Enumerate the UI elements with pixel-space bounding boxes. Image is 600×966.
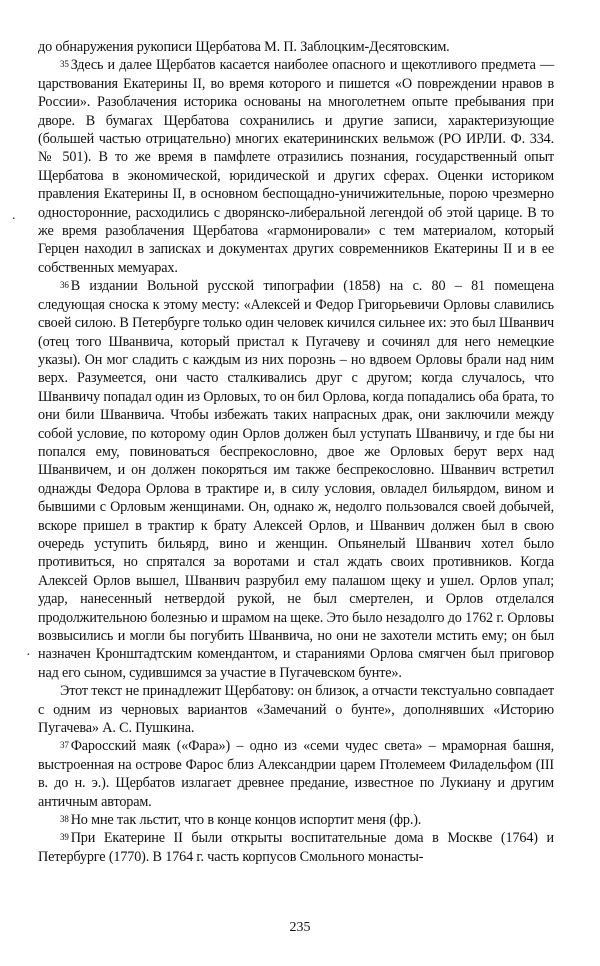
note-number: 38 — [60, 814, 69, 825]
endnotes-block — [38, 38, 554, 866]
note-text: При Екатерине II были открыты воспитательные дома в Москве (1764) и Петербурге (1770). В 1764 г. часть корпусов Смольного монасты- — [38, 830, 554, 865]
endnote-39 — [38, 829, 554, 866]
note-number: 37 — [60, 740, 69, 751]
page-number: 235 — [289, 920, 311, 935]
note-text: Этот текст не принадлежит Щербатову: он близок, а отчасти текстуально совпадает с одним из черновых вариантов «Замечаний о бунте», дополнявших «Историю Пугачева» А. С. Пушкина. — [38, 683, 555, 737]
note-number: 35 — [60, 59, 69, 70]
endnote-36 — [38, 277, 554, 682]
note-text: Здесь и далее Щербатов касается наиболее опасного и щекотливого предмета — царствования Екатерины II, во время которого и пишется «О повреждении нравов в России». Разоблачения историка основаны на многолетнем опыте пребывания при дворе. В бумагах Щербатова сохранились и другие записи, характеризующие (большей частью отрицательно) многих екатерининских вельмож (РО ИРЛИ. Ф. 334. № 501). В то же время в памфлете отразились познания, государственный опыт Щербатова в экономической, юридической и других сферах. Оценки историком правления Екатерины II, в основном беспощадно-уничижительные, порою чрезмерно односторонние, расходились с дворянско-либеральной легендой об этой царице. В то же время разоблачения Щербатова «гармонировали» с тем материалом, который Герцен находил в записках и документах других современников Екатерины II и в ее собственных мемуарах. — [38, 57, 554, 276]
continued-note-text: до обнаружения рукописи Щербатова М. П. Заблоцким-Десятовским. — [38, 39, 450, 55]
note-number: 39 — [60, 832, 69, 843]
endnote-37 — [38, 737, 554, 811]
note-text: В издании Вольной русской типографии (1858) на с. 80 – 81 помещена следующая сноска к этому месту: «Алексей и Федор Григорьевичи Орловы славились своей силою. В Петербурге только один человек кичился сильнее их: это был Шванвич (отец того Шванвича, который пристал к Пугачеву и сочинял для него немецкие указы). Он мог сладить с каждым из них порознь – но вдвоем Орловы брали над ним верх. Разумеется, они часто сталкивались друг с другом; когда случалось, что Шванвичу попадал один из Орловых, то он бил Орлова, когда попадались оба брата, то они били Шванвича. Чтобы избежать таких напрасных драк, они заключили между собой условие, по которому один Орлов должен был уступать Шванвичу, и где бы ни попался ему, повиноваться беспрекословно, двое же Орловых берут верх над Шванвичем, и он должен покоряться им также беспрекословно. Шванвич встретил однажды Федора Орлова в трактире и, в силу условия, овладел бильярдом, вином и бывшими с Орловым женщинами. Он, однако ж, недолго пользовался своей добычей, вскоре пришел в трактир к брату Алексей Орлов, и Шванвич должен был в свою очередь уступить бильярд, вино и женщин. Опьянелый Шванвич хотел было противиться, но спрятался за воротами и стал ждать своих противников. Когда Алексей Орлов вышел, Шванвич разрубил ему палашом щеку и ушел. Орлов упал; удар, нанесенный нетвердой рукой, не был смертелен, и Орлов отделался продолжительною болезнью и шрамом на щеке. Это было незадолго до 1762 г. Орловы возвысились и могли бы погубить Шванвича, но они не захотели мстить ему; он был назначен Кронштадтским комендантом, и стараниями Орлова смягчен был приговор над его сыном, судившимся за участие в Пугачевском бунте». — [38, 278, 554, 681]
note-number: 36 — [60, 280, 69, 291]
endnote-36-commentary — [38, 682, 554, 737]
margin-dot-mark: · — [26, 648, 31, 663]
endnote-35 — [38, 56, 554, 277]
margin-dot-mark: . — [12, 208, 16, 223]
note-text: Но мне так льстит, что в конце концов испортит меня (фр.). — [70, 812, 422, 829]
endnote-38 — [38, 811, 554, 829]
note-text: Фаросский маяк («Фара») – одно из «семи чудес света» – мраморная башня, выстроенная на острове Фарос близ Александрии царем Птолемеем Филадельфом (III в. до н. э.). Щербатов излагает древнее предание, известное по Лукиану и другим античным авторам. — [38, 738, 554, 810]
